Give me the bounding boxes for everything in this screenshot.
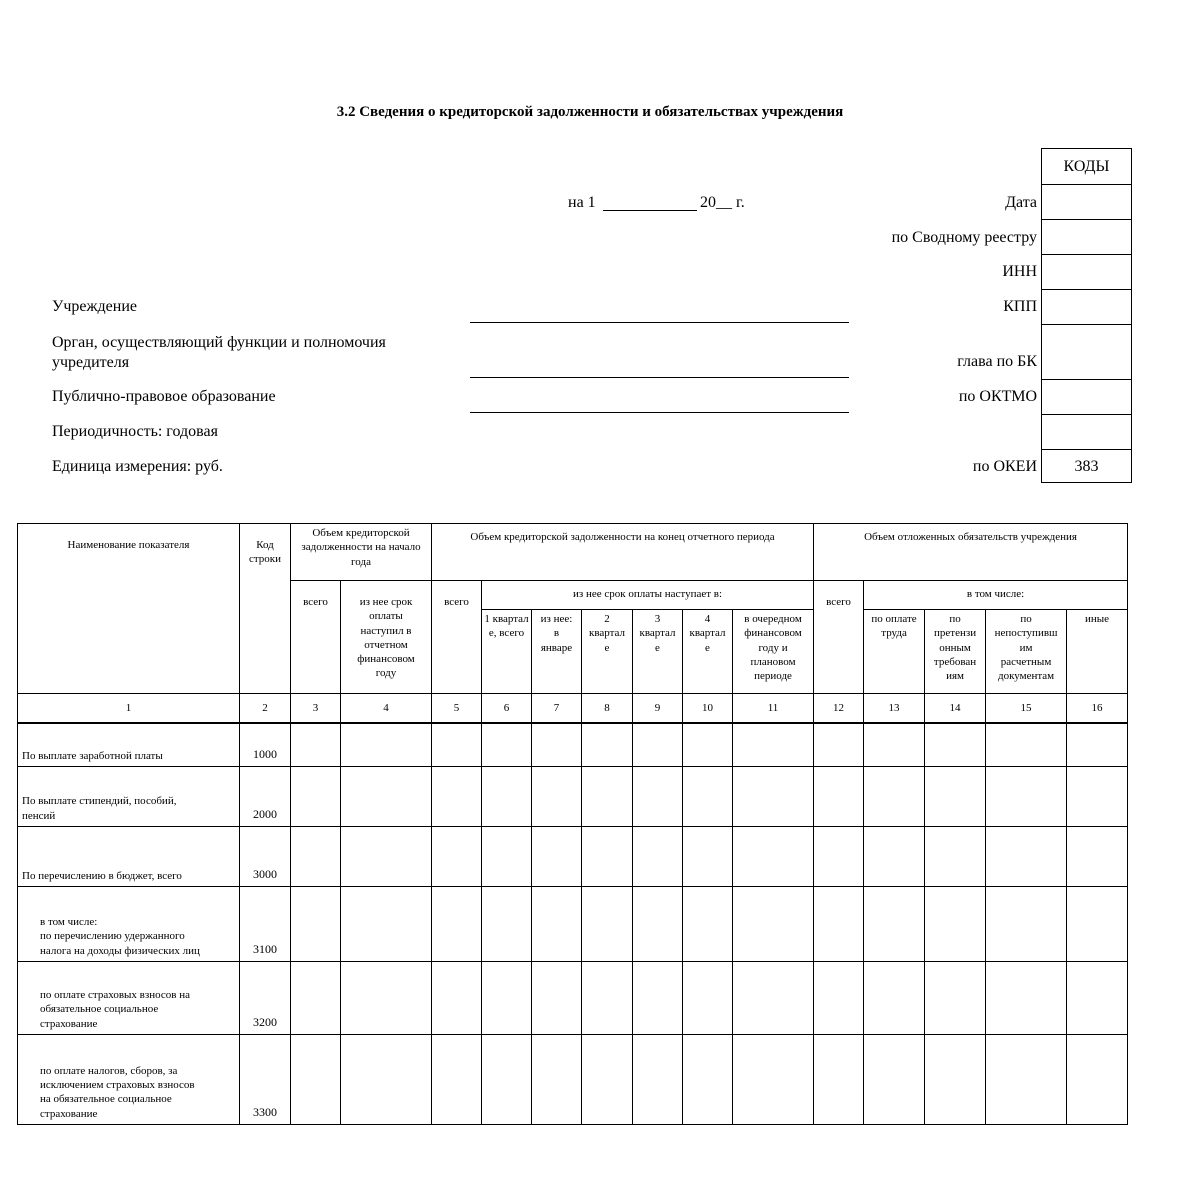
code-cell-registry[interactable] [1042,220,1131,255]
value-cell[interactable] [864,723,925,767]
code-cell-okei[interactable]: 383 [1074,458,1099,475]
header-next-period: в очередном финансовом году и плановом периоде [733,610,814,694]
header-deferred: Объем отложенных обязательств учреждения [814,524,1128,581]
header-q3: 3 квартал е [633,610,683,694]
value-cell[interactable] [341,767,432,827]
value-cell[interactable] [341,827,432,887]
code-cell-date[interactable] [1042,185,1131,220]
value-cell[interactable] [291,827,341,887]
value-cell[interactable] [683,827,733,887]
value-cell[interactable] [683,767,733,827]
unit-label: Единица измерения: руб. [52,458,223,475]
value-cell[interactable] [633,827,683,887]
value-cell[interactable] [986,962,1067,1035]
table-row [18,962,1128,1035]
value-cell[interactable] [341,723,432,767]
value-cell[interactable] [814,827,864,887]
column-number: 14 [925,694,986,723]
column-number-row [18,694,1128,723]
header-name: Наименование показателя [18,524,240,694]
value-cell[interactable] [341,962,432,1035]
value-cell[interactable] [683,723,733,767]
row-code: 1000 [240,723,291,767]
value-cell[interactable] [482,767,532,827]
value-cell[interactable] [341,1035,432,1125]
row-name: по оплате налогов, сборов, за исключением страховых взносов на обязательное социальное страхование [18,1035,240,1125]
row-name: по оплате страховых взносов на обязательное социальное страхование [18,962,240,1035]
value-cell[interactable] [633,1035,683,1125]
column-number: 10 [683,694,733,723]
value-cell[interactable] [633,723,683,767]
value-cell[interactable] [986,827,1067,887]
value-cell[interactable] [532,827,582,887]
value-cell[interactable] [633,887,683,962]
value-cell[interactable] [432,827,482,887]
founder-label: Орган, осуществляющий функции и полномочия учредителя [52,334,386,371]
column-number: 8 [582,694,633,723]
header-labor: по оплате труда [864,610,925,694]
header-end-total: всего [432,581,482,694]
value-cell[interactable] [1067,723,1128,767]
header-claims: по претензи онным требован иям [925,610,986,694]
value-cell[interactable] [432,962,482,1035]
code-cell-periodicity[interactable] [1042,415,1131,450]
value-cell[interactable] [683,962,733,1035]
value-cell[interactable] [532,723,582,767]
value-cell[interactable] [814,887,864,962]
code-cell-bk[interactable] [1042,325,1131,380]
value-cell[interactable] [1067,827,1128,887]
value-cell[interactable] [291,1035,341,1125]
value-cell[interactable] [925,887,986,962]
column-number: 1 [18,694,240,723]
value-cell[interactable] [532,767,582,827]
value-cell[interactable] [733,1035,814,1125]
column-number: 15 [986,694,1067,723]
value-cell[interactable] [1067,1035,1128,1125]
header-q4: 4 квартал е [683,610,733,694]
codes-box [1041,148,1132,483]
column-number: 7 [532,694,582,723]
codes-header: КОДЫ [1042,149,1131,185]
header-deferred-total: всего [814,581,864,694]
value-cell[interactable] [532,962,582,1035]
value-cell[interactable] [582,767,633,827]
value-cell[interactable] [582,723,633,767]
value-cell[interactable] [733,723,814,767]
column-number: 5 [432,694,482,723]
value-cell[interactable] [864,1035,925,1125]
row-name: в том числе: по перечислению удержанного налога на доходы физических лиц [18,887,240,962]
periodicity-label: Периодичность: годовая [52,423,218,440]
header-q1: 1 квартал е, всего [482,610,532,694]
value-cell[interactable] [683,1035,733,1125]
code-label-okei: по ОКЕИ [972,458,1037,475]
page-title: 3.2 Сведения о кредиторской задолженности и обязательствах учреждения [336,104,844,120]
value-cell[interactable] [291,767,341,827]
code-label-bk: глава по БК [957,353,1037,370]
header-start-volume: Объем кредиторской задолженности на начало года [291,524,432,581]
header-end-volume: Объем кредиторской задолженности на конец отчетного периода [432,524,814,581]
date-year: 20__ г. [700,194,745,211]
value-cell[interactable] [482,962,532,1035]
value-cell[interactable] [582,962,633,1035]
institution-line[interactable] [470,322,849,323]
code-label-date: Дата [1005,194,1037,211]
header-start-total: всего [291,581,341,694]
header-including: в том числе: [864,581,1128,610]
value-cell[interactable] [814,1035,864,1125]
value-cell[interactable] [532,887,582,962]
value-cell[interactable] [925,723,986,767]
column-number: 9 [633,694,683,723]
table-row [18,723,1128,767]
column-number: 11 [733,694,814,723]
row-name: По выплате заработной платы [18,723,240,767]
value-cell[interactable] [864,827,925,887]
founder-line[interactable] [470,377,849,378]
table-row [18,827,1128,887]
value-cell[interactable] [925,962,986,1035]
value-cell[interactable] [814,767,864,827]
row-code: 3200 [240,962,291,1035]
row-code: 3000 [240,827,291,887]
header-other: иные [1067,610,1128,694]
value-cell[interactable] [814,723,864,767]
value-cell[interactable] [986,887,1067,962]
value-cell[interactable] [986,767,1067,827]
row-name: По перечислению в бюджет, всего [18,827,240,887]
value-cell[interactable] [582,1035,633,1125]
value-cell[interactable] [733,887,814,962]
table-row [18,887,1128,962]
code-label-oktmo: по ОКТМО [958,388,1037,405]
value-cell[interactable] [291,887,341,962]
table-row [18,1035,1128,1125]
value-cell[interactable] [864,767,925,827]
column-number: 6 [482,694,532,723]
header-jan: из нее: в январе [532,610,582,694]
row-code: 3100 [240,887,291,962]
value-cell[interactable] [482,827,532,887]
value-cell[interactable] [432,723,482,767]
header-q2: 2 квартал е [582,610,633,694]
value-cell[interactable] [733,827,814,887]
value-cell[interactable] [291,723,341,767]
value-cell[interactable] [864,962,925,1035]
header-code: Код строки [240,524,291,694]
value-cell[interactable] [925,1035,986,1125]
value-cell[interactable] [582,887,633,962]
column-number: 3 [291,694,341,723]
column-number: 2 [240,694,291,723]
value-cell[interactable] [986,723,1067,767]
value-cell[interactable] [482,887,532,962]
code-label-inn: ИНН [1002,263,1037,280]
column-number: 16 [1067,694,1128,723]
header-unreceived-docs: по непоступивш им расчетным документам [986,610,1067,694]
value-cell[interactable] [432,1035,482,1125]
institution-label: Учреждение [52,298,137,315]
header-due-in-period: из нее срок оплаты наступил в отчетном финансовом году [341,581,432,694]
public-entity-label: Публично-правовое образование [52,388,276,405]
value-cell[interactable] [633,767,683,827]
value-cell[interactable] [925,767,986,827]
column-number: 4 [341,694,432,723]
column-number: 12 [814,694,864,723]
table-row [18,767,1128,827]
value-cell[interactable] [532,1035,582,1125]
value-cell[interactable] [864,887,925,962]
value-cell[interactable] [633,962,683,1035]
code-cell-oktmo[interactable] [1042,380,1131,415]
value-cell[interactable] [432,767,482,827]
value-cell[interactable] [1067,962,1128,1035]
value-cell[interactable] [925,827,986,887]
row-name: По выплате стипендий, пособий, пенсий [18,767,240,827]
column-number: 13 [864,694,925,723]
value-cell[interactable] [683,887,733,962]
value-cell[interactable] [432,887,482,962]
code-label-registry: по Сводному реестру [891,229,1037,246]
value-cell[interactable] [482,1035,532,1125]
value-cell[interactable] [986,1035,1067,1125]
value-cell[interactable] [1067,767,1128,827]
code-cell-kpp[interactable] [1042,290,1131,325]
code-label-kpp: КПП [1003,298,1037,315]
value-cell[interactable] [482,723,532,767]
row-code: 3300 [240,1035,291,1125]
header-due-in: из нее срок оплаты наступает в: [482,581,814,610]
row-code: 2000 [240,767,291,827]
value-cell[interactable] [814,962,864,1035]
code-cell-inn[interactable] [1042,255,1131,290]
value-cell[interactable] [341,887,432,962]
public-entity-line[interactable] [470,412,849,413]
value-cell[interactable] [582,827,633,887]
value-cell[interactable] [733,962,814,1035]
date-prefix: на 1 [568,194,596,211]
value-cell[interactable] [291,962,341,1035]
value-cell[interactable] [733,767,814,827]
value-cell[interactable] [1067,887,1128,962]
payables-table [17,523,1128,1125]
